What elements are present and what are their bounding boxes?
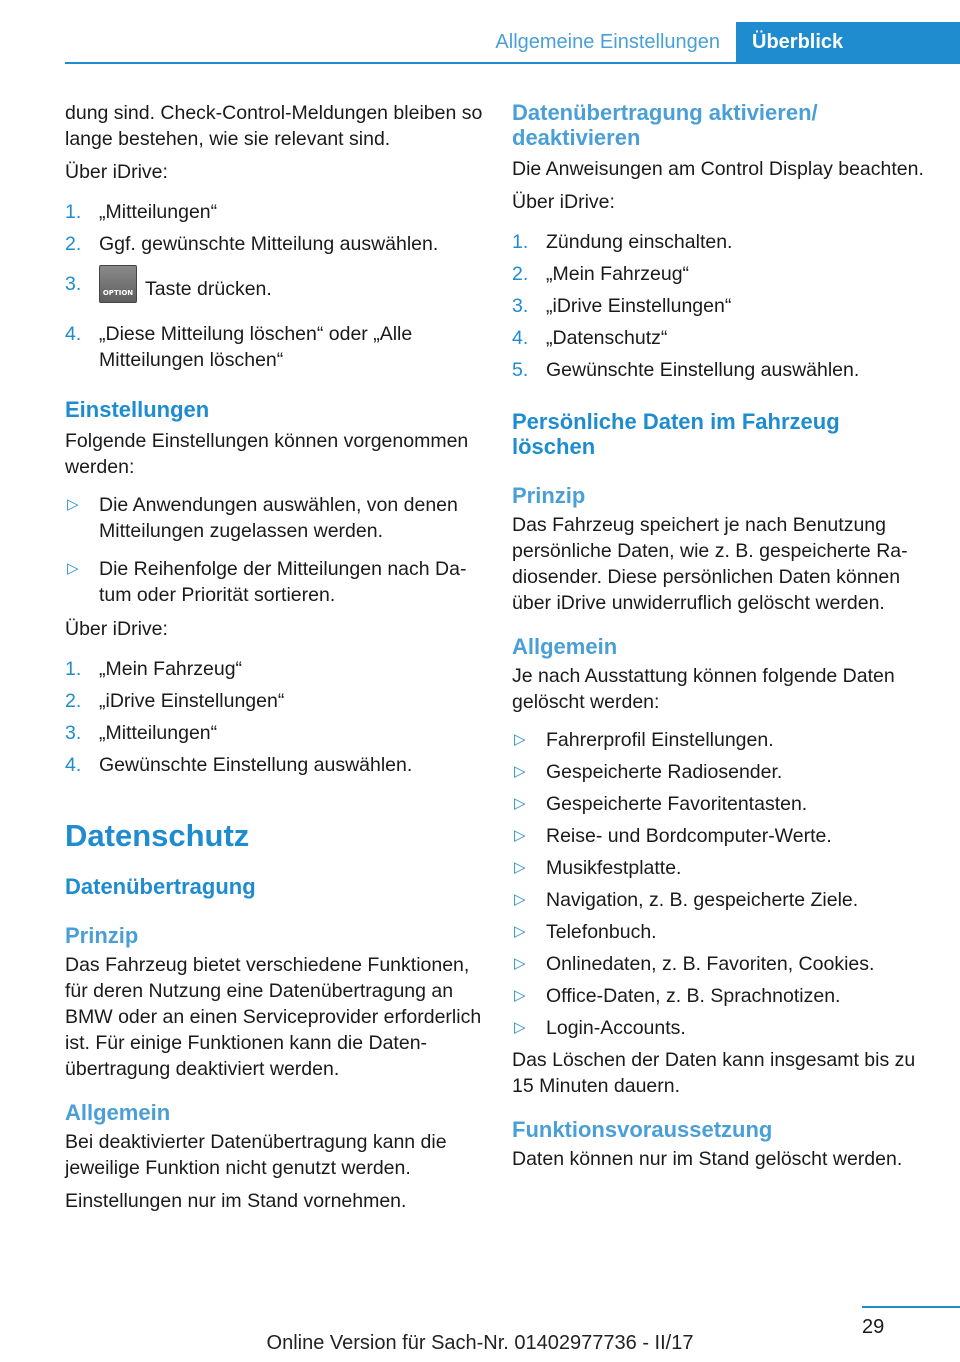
heading-funktionsvoraussetzung: Funktionsvoraussetzung bbox=[512, 1117, 773, 1142]
paragraph: Folgende Einstellungen können vorgenommen werden: bbox=[65, 430, 469, 478]
list-item: 3. OPTION Taste drücken. bbox=[65, 271, 483, 309]
page-number: 29 bbox=[862, 1316, 885, 1338]
bullet-list bbox=[512, 727, 927, 1041]
header-rule bbox=[65, 62, 960, 64]
footer-online-version: Online Version für Sach-Nr. 01402977736 - II/17 bbox=[266, 1332, 694, 1354]
heading-prinzip: Prinzip bbox=[512, 483, 586, 508]
header-tab-ueberblick[interactable]: Überblick bbox=[736, 22, 960, 62]
triangle-bullet-icon: ▷ bbox=[514, 859, 526, 876]
triangle-bullet-icon: ▷ bbox=[67, 496, 79, 513]
paragraph: Das Fahrzeug speichert je nach Benutzung persönliche Daten, wie z. B. gespeicherte Radiosender. Diese persönlichen Daten können über iDrive unwiderruflich gelöscht werden. bbox=[512, 514, 908, 614]
paragraph: Einstellungen nur im Stand vornehmen. bbox=[65, 1190, 407, 1212]
list-item: 2. Ggf. gewünschte Mitteilung auswählen. bbox=[65, 233, 439, 255]
list-item: ▷ Login-Accounts. bbox=[514, 1017, 686, 1039]
paragraph: Die Anweisungen am Control Display beachten. bbox=[512, 158, 924, 180]
bullet-list bbox=[65, 492, 483, 608]
option-key-icon: OPTION bbox=[99, 265, 137, 303]
list-item: 2. „Mein Fahrzeug“ bbox=[512, 263, 690, 285]
list-item: ▷ Die Anwendungen auswählen, von denen Mitteilungen zugelassen werden. bbox=[67, 494, 458, 542]
list-item: 1. Zündung einschalten. bbox=[512, 231, 733, 253]
heading-allgemein: Allgemein bbox=[65, 1100, 171, 1125]
list-item: ▷ Fahrerprofil Einstellungen. bbox=[514, 729, 774, 751]
heading-prinzip: Prinzip bbox=[65, 923, 139, 948]
triangle-bullet-icon: ▷ bbox=[514, 987, 526, 1004]
paragraph: dung sind. Check-Control-Meldungen bleiben so lange bestehen, wie sie relevant sind. bbox=[65, 102, 483, 150]
list-item: ▷ Telefonbuch. bbox=[514, 921, 657, 943]
triangle-bullet-icon: ▷ bbox=[514, 763, 526, 780]
triangle-bullet-icon: ▷ bbox=[514, 731, 526, 748]
heading-aktivieren: Datenübertragung aktivieren/ deaktivieren bbox=[512, 100, 818, 150]
steps-list bbox=[512, 229, 927, 383]
triangle-bullet-icon: ▷ bbox=[67, 560, 79, 577]
list-item: 2. „iDrive Einstellungen“ bbox=[65, 690, 285, 712]
triangle-bullet-icon: ▷ bbox=[514, 795, 526, 812]
paragraph: Je nach Ausstattung können folgende Daten gelöscht werden: bbox=[512, 665, 895, 713]
paragraph: Bei deaktivierter Datenübertragung kann die jeweilige Funktion nicht genutzt werden. bbox=[65, 1131, 447, 1179]
footer-rule bbox=[862, 1306, 960, 1308]
paragraph: Über iDrive: bbox=[65, 161, 168, 183]
list-item: ▷ Gespeicherte Favoritentasten. bbox=[514, 793, 808, 815]
steps-list bbox=[65, 199, 483, 373]
paragraph: Über iDrive: bbox=[512, 191, 615, 213]
heading-datenuebertragung: Datenübertragung bbox=[65, 874, 256, 899]
list-item: 3. „iDrive Einstellungen“ bbox=[512, 295, 732, 317]
list-item: ▷ Office-Daten, z. B. Sprachnotizen. bbox=[514, 985, 841, 1007]
right-column bbox=[512, 100, 927, 1179]
steps-list bbox=[65, 656, 483, 778]
list-item: ▷ Navigation, z. B. gespeicherte Ziele. bbox=[514, 889, 859, 911]
triangle-bullet-icon: ▷ bbox=[514, 891, 526, 908]
heading-allgemein: Allgemein bbox=[512, 634, 618, 659]
list-item: 3. „Mitteilungen“ bbox=[65, 722, 218, 744]
list-item: 4. Gewünschte Einstellung auswählen. bbox=[65, 754, 413, 776]
list-item: ▷ Die Reihenfolge der Mitteilungen nach Datum oder Priorität sortieren. bbox=[67, 558, 467, 606]
paragraph: Das Fahrzeug bietet verschiedene Funktionen, für deren Nutzung eine Datenübertragung an BMW oder an einen Serviceprovider erforderlich ist. Für einige Funktionen kann die Datenübertragung deaktiviert werden. bbox=[65, 954, 482, 1080]
triangle-bullet-icon: ▷ bbox=[514, 955, 526, 972]
left-column bbox=[65, 100, 483, 1221]
list-item: 4. „Diese Mitteilung löschen“ oder „Alle Mitteilungen löschen“ bbox=[65, 323, 413, 371]
triangle-bullet-icon: ▷ bbox=[514, 827, 526, 844]
paragraph: Über iDrive: bbox=[65, 618, 168, 640]
list-item: 1. „Mitteilungen“ bbox=[65, 201, 218, 223]
paragraph: Das Löschen der Daten kann insgesamt bis zu 15 Minuten dauern. bbox=[512, 1049, 916, 1097]
list-item: 5. Gewünschte Einstellung auswählen. bbox=[512, 359, 860, 381]
heading-einstellungen: Einstellungen bbox=[65, 397, 210, 422]
list-item: ▷ Musikfestplatte. bbox=[514, 857, 682, 879]
list-item: ▷ Onlinedaten, z. B. Favoriten, Cookies. bbox=[514, 953, 875, 975]
paragraph: Daten können nur im Stand gelöscht werden. bbox=[512, 1148, 903, 1170]
triangle-bullet-icon: ▷ bbox=[514, 1019, 526, 1036]
list-item: 1. „Mein Fahrzeug“ bbox=[65, 658, 243, 680]
heading-persoenliche-daten: Persönliche Daten im Fahrzeug löschen bbox=[512, 409, 840, 459]
list-item: 4. „Datenschutz“ bbox=[512, 327, 668, 349]
heading-datenschutz: Datenschutz bbox=[65, 818, 250, 853]
header-section-title: Allgemeine Einstellungen bbox=[495, 30, 720, 53]
list-item: ▷ Gespeicherte Radiosender. bbox=[514, 761, 783, 783]
triangle-bullet-icon: ▷ bbox=[514, 923, 526, 940]
list-item: ▷ Reise- und Bordcomputer-Werte. bbox=[514, 825, 832, 847]
